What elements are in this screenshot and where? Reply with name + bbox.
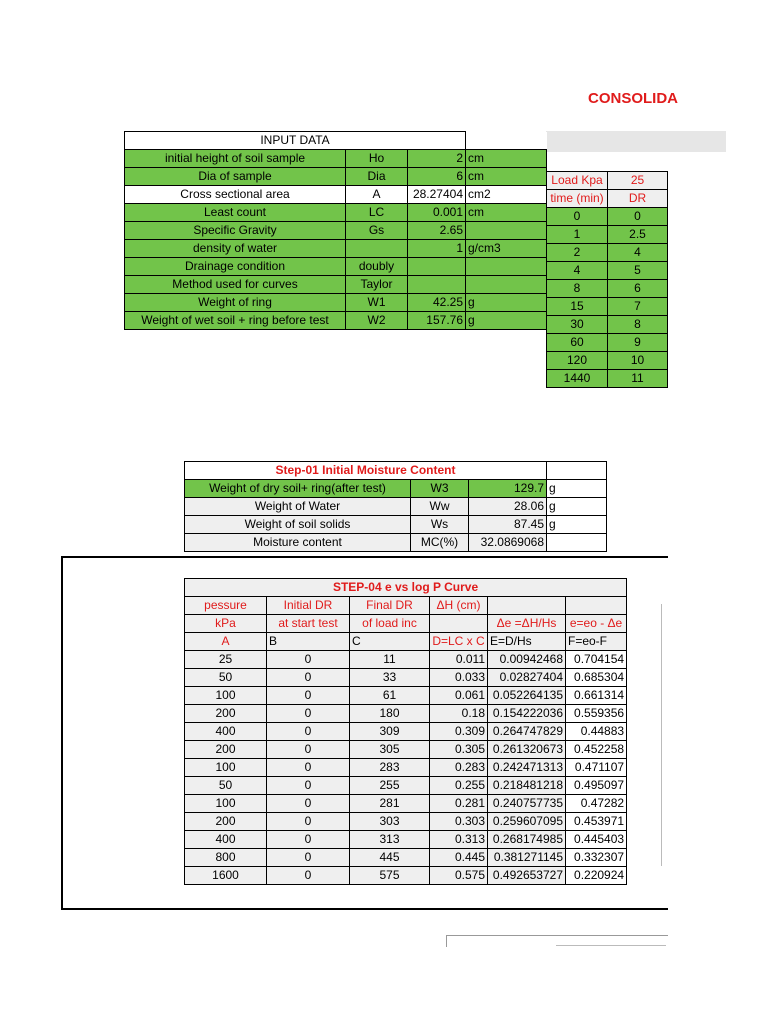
table-row — [185, 723, 627, 741]
dr-cell[interactable]: 11 — [608, 370, 668, 388]
step1-symbol[interactable]: MC(%) — [411, 534, 469, 552]
step4-formula-cell: F=eo-F — [566, 633, 627, 651]
step1-moisture-table — [184, 461, 607, 552]
input-label: Method used for curves — [125, 276, 346, 294]
delta-h-cell[interactable]: 0.575 — [430, 867, 488, 885]
pressure-cell[interactable]: 400 — [185, 723, 267, 741]
e-cell[interactable]: 0.47282 — [566, 795, 627, 813]
time-min-label[interactable]: time (min) — [547, 190, 608, 208]
frame-border-bottom — [62, 908, 668, 910]
input-label: Least count — [125, 204, 346, 222]
step1-symbol[interactable]: Ww — [411, 498, 469, 516]
pressure-cell[interactable]: 25 — [185, 651, 267, 669]
pressure-cell[interactable]: 100 — [185, 759, 267, 777]
step4-header-cell — [430, 615, 488, 633]
table-row — [185, 795, 627, 813]
input-unit[interactable] — [466, 276, 547, 294]
final-dr-cell[interactable]: 11 — [350, 651, 430, 669]
initial-dr-cell[interactable]: 0 — [267, 741, 350, 759]
pressure-cell[interactable]: 800 — [185, 849, 267, 867]
delta-e-cell[interactable]: 0.259607095 — [488, 813, 566, 831]
frame-border-left — [61, 556, 63, 910]
load-row — [547, 280, 668, 298]
divider-line — [556, 945, 666, 946]
input-label: Weight of wet soil + ring before test — [125, 312, 346, 330]
time-cell[interactable]: 30 — [547, 316, 608, 334]
e-cell[interactable]: 0.495097 — [566, 777, 627, 795]
delta-h-cell[interactable]: 0.255 — [430, 777, 488, 795]
step4-header-row — [185, 615, 627, 633]
input-row — [125, 312, 547, 330]
step1-row — [185, 516, 607, 534]
input-unit[interactable]: g/cm3 — [466, 240, 547, 258]
initial-dr-cell[interactable]: 0 — [267, 687, 350, 705]
input-value[interactable]: 0.001 — [408, 204, 466, 222]
load-row — [547, 208, 668, 226]
input-label: Cross sectional area — [125, 186, 346, 204]
step4-formula-cell: B — [267, 633, 350, 651]
step4-header-cell: kPa — [185, 615, 267, 633]
dr-cell[interactable]: 6 — [608, 280, 668, 298]
initial-dr-cell[interactable]: 0 — [267, 777, 350, 795]
step1-unit[interactable]: g — [547, 480, 607, 498]
table-row — [185, 687, 627, 705]
input-row — [125, 240, 547, 258]
step4-formula-row — [185, 633, 627, 651]
table-row — [185, 867, 627, 885]
load-row — [547, 262, 668, 280]
final-dr-cell[interactable]: 33 — [350, 669, 430, 687]
final-dr-cell[interactable]: 575 — [350, 867, 430, 885]
step1-title: Step-01 Initial Moisture Content — [185, 462, 547, 480]
delta-h-cell[interactable]: 0.283 — [430, 759, 488, 777]
header-band — [546, 131, 726, 152]
delta-h-cell[interactable]: 0.011 — [430, 651, 488, 669]
delta-e-cell[interactable]: 0.154222036 — [488, 705, 566, 723]
input-row — [125, 258, 547, 276]
table-row — [185, 759, 627, 777]
time-cell[interactable]: 0 — [547, 208, 608, 226]
table-row — [185, 741, 627, 759]
initial-dr-cell[interactable]: 0 — [267, 651, 350, 669]
pressure-cell[interactable]: 400 — [185, 831, 267, 849]
input-row — [125, 204, 547, 222]
input-row — [125, 276, 547, 294]
e-cell[interactable]: 0.445403 — [566, 831, 627, 849]
input-value[interactable]: 2.65 — [408, 222, 466, 240]
input-label: Drainage condition — [125, 258, 346, 276]
final-dr-cell[interactable]: 309 — [350, 723, 430, 741]
step1-value[interactable]: 129.7 — [469, 480, 547, 498]
input-row — [125, 222, 547, 240]
delta-e-cell[interactable]: 0.240757735 — [488, 795, 566, 813]
dr-label[interactable]: DR — [608, 190, 668, 208]
input-value[interactable]: 1 — [408, 240, 466, 258]
input-symbol[interactable]: Dia — [346, 168, 408, 186]
time-cell[interactable]: 120 — [547, 352, 608, 370]
table-row — [185, 849, 627, 867]
step1-row — [185, 534, 607, 552]
table-row — [185, 669, 627, 687]
input-unit[interactable] — [466, 222, 547, 240]
pressure-cell[interactable]: 50 — [185, 777, 267, 795]
input-unit[interactable]: cm — [466, 204, 547, 222]
time-cell[interactable]: 1440 — [547, 370, 608, 388]
pressure-cell[interactable]: 200 — [185, 813, 267, 831]
input-symbol[interactable]: Gs — [346, 222, 408, 240]
initial-dr-cell[interactable]: 0 — [267, 849, 350, 867]
load-time-table — [546, 171, 668, 388]
final-dr-cell[interactable]: 283 — [350, 759, 430, 777]
delta-e-cell[interactable]: 0.02827404 — [488, 669, 566, 687]
input-data-header: INPUT DATA — [125, 132, 466, 150]
final-dr-cell[interactable]: 305 — [350, 741, 430, 759]
pressure-cell[interactable]: 100 — [185, 795, 267, 813]
delta-e-cell[interactable]: 0.261320673 — [488, 741, 566, 759]
final-dr-cell[interactable]: 445 — [350, 849, 430, 867]
step1-symbol[interactable]: Ws — [411, 516, 469, 534]
e-cell[interactable]: 0.332307 — [566, 849, 627, 867]
divider-line — [661, 604, 662, 866]
initial-dr-cell[interactable]: 0 — [267, 669, 350, 687]
step4-header-cell: pessure — [185, 597, 267, 615]
dr-cell[interactable]: 9 — [608, 334, 668, 352]
load-row — [547, 316, 668, 334]
delta-h-cell[interactable]: 0.303 — [430, 813, 488, 831]
final-dr-cell[interactable]: 281 — [350, 795, 430, 813]
input-symbol[interactable]: A — [346, 186, 408, 204]
input-unit[interactable] — [466, 258, 547, 276]
dr-cell[interactable]: 7 — [608, 298, 668, 316]
input-row — [125, 168, 547, 186]
e-cell[interactable]: 0.661314 — [566, 687, 627, 705]
sheet-title: CONSOLIDA — [588, 90, 678, 107]
final-dr-cell[interactable]: 180 — [350, 705, 430, 723]
pressure-cell[interactable]: 50 — [185, 669, 267, 687]
input-value[interactable] — [408, 258, 466, 276]
step4-formula-cell: E=D/Hs — [488, 633, 566, 651]
initial-dr-cell[interactable]: 0 — [267, 759, 350, 777]
input-symbol[interactable]: doubly — [346, 258, 408, 276]
step1-value[interactable]: 87.45 — [469, 516, 547, 534]
dr-cell[interactable]: 8 — [608, 316, 668, 334]
time-cell[interactable]: 15 — [547, 298, 608, 316]
time-cell[interactable]: 8 — [547, 280, 608, 298]
load-kpa-label[interactable]: Load Kpa — [547, 172, 608, 190]
input-label: density of water — [125, 240, 346, 258]
delta-h-cell[interactable]: 0.061 — [430, 687, 488, 705]
e-cell[interactable]: 0.220924 — [566, 867, 627, 885]
input-symbol[interactable]: Taylor — [346, 276, 408, 294]
input-value[interactable]: 6 — [408, 168, 466, 186]
delta-e-cell[interactable]: 0.00942468 — [488, 651, 566, 669]
input-unit[interactable]: g — [466, 312, 547, 330]
step4-e-logp-table — [184, 578, 627, 885]
table-row — [185, 705, 627, 723]
frame-border-top — [62, 556, 668, 558]
table-row — [185, 813, 627, 831]
input-label: Specific Gravity — [125, 222, 346, 240]
input-symbol[interactable]: W2 — [346, 312, 408, 330]
step1-unit[interactable] — [547, 534, 607, 552]
step1-label: Weight of Water — [185, 498, 411, 516]
final-dr-cell[interactable]: 255 — [350, 777, 430, 795]
input-label: Dia of sample — [125, 168, 346, 186]
step1-label: Moisture content — [185, 534, 411, 552]
input-symbol[interactable] — [346, 240, 408, 258]
input-unit[interactable]: cm — [466, 168, 547, 186]
input-symbol[interactable]: W1 — [346, 294, 408, 312]
final-dr-cell[interactable]: 313 — [350, 831, 430, 849]
divider-line — [446, 935, 668, 936]
input-value[interactable] — [408, 276, 466, 294]
input-symbol[interactable]: Ho — [346, 150, 408, 168]
step1-symbol[interactable]: W3 — [411, 480, 469, 498]
initial-dr-cell[interactable]: 0 — [267, 813, 350, 831]
table-row — [185, 831, 627, 849]
delta-e-cell[interactable]: 0.218481218 — [488, 777, 566, 795]
initial-dr-cell[interactable]: 0 — [267, 867, 350, 885]
load-row — [547, 352, 668, 370]
e-cell[interactable]: 0.471107 — [566, 759, 627, 777]
delta-e-cell[interactable]: 0.242471313 — [488, 759, 566, 777]
time-cell[interactable]: 1 — [547, 226, 608, 244]
load-row — [547, 244, 668, 262]
step1-unit[interactable]: g — [547, 516, 607, 534]
initial-dr-cell[interactable]: 0 — [267, 831, 350, 849]
step4-header-cell: Final DR — [350, 597, 430, 615]
dr-cell[interactable]: 4 — [608, 244, 668, 262]
step1-unit[interactable]: g — [547, 498, 607, 516]
input-label: Weight of ring — [125, 294, 346, 312]
dr-cell[interactable]: 5 — [608, 262, 668, 280]
delta-h-cell[interactable]: 0.033 — [430, 669, 488, 687]
step4-formula-cell: A — [185, 633, 267, 651]
input-row — [125, 186, 547, 204]
delta-h-cell[interactable]: 0.18 — [430, 705, 488, 723]
step1-value[interactable]: 32.0869068 — [469, 534, 547, 552]
step4-formula-cell: D=LC x C — [430, 633, 488, 651]
delta-h-cell[interactable]: 0.305 — [430, 741, 488, 759]
e-cell[interactable]: 0.559356 — [566, 705, 627, 723]
input-value[interactable]: 28.27404 — [408, 186, 466, 204]
delta-e-cell[interactable]: 0.264747829 — [488, 723, 566, 741]
dr-cell[interactable]: 2.5 — [608, 226, 668, 244]
delta-h-cell[interactable]: 0.309 — [430, 723, 488, 741]
input-label: initial height of soil sample — [125, 150, 346, 168]
step4-header-cell: ΔH (cm) — [430, 597, 488, 615]
input-value[interactable]: 2 — [408, 150, 466, 168]
delta-e-cell[interactable]: 0.052264135 — [488, 687, 566, 705]
load-row — [547, 370, 668, 388]
input-value[interactable]: 157.76 — [408, 312, 466, 330]
load-row — [547, 226, 668, 244]
delta-e-cell[interactable]: 0.268174985 — [488, 831, 566, 849]
time-cell[interactable]: 2 — [547, 244, 608, 262]
step4-formula-cell: C — [350, 633, 430, 651]
e-cell[interactable]: 0.685304 — [566, 669, 627, 687]
delta-e-cell[interactable]: 0.492653727 — [488, 867, 566, 885]
final-dr-cell[interactable]: 303 — [350, 813, 430, 831]
input-symbol[interactable]: LC — [346, 204, 408, 222]
input-row — [125, 150, 547, 168]
delta-e-cell[interactable]: 0.381271145 — [488, 849, 566, 867]
e-cell[interactable]: 0.453971 — [566, 813, 627, 831]
step1-row — [185, 480, 607, 498]
e-cell[interactable]: 0.44883 — [566, 723, 627, 741]
delta-h-cell[interactable]: 0.281 — [430, 795, 488, 813]
pressure-cell[interactable]: 1600 — [185, 867, 267, 885]
pressure-cell[interactable]: 200 — [185, 705, 267, 723]
load-row — [547, 334, 668, 352]
input-value[interactable]: 42.25 — [408, 294, 466, 312]
initial-dr-cell[interactable]: 0 — [267, 705, 350, 723]
step4-title: STEP-04 e vs log P Curve — [185, 579, 627, 597]
table-row — [185, 651, 627, 669]
input-unit[interactable]: cm2 — [466, 186, 547, 204]
time-cell[interactable]: 60 — [547, 334, 608, 352]
load-row — [547, 298, 668, 316]
input-unit[interactable]: cm — [466, 150, 547, 168]
step1-label: Weight of soil solids — [185, 516, 411, 534]
step4-header-cell: of load inc — [350, 615, 430, 633]
delta-h-cell[interactable]: 0.445 — [430, 849, 488, 867]
delta-h-cell[interactable]: 0.313 — [430, 831, 488, 849]
dr-cell[interactable]: 0 — [608, 208, 668, 226]
step4-header-cell: Δe =ΔH/Hs — [488, 615, 566, 633]
input-row — [125, 294, 547, 312]
divider-line — [446, 935, 447, 947]
dr-cell[interactable]: 10 — [608, 352, 668, 370]
step4-header-cell — [566, 597, 627, 615]
step1-value[interactable]: 28.06 — [469, 498, 547, 516]
pressure-cell[interactable]: 200 — [185, 741, 267, 759]
e-cell[interactable]: 0.704154 — [566, 651, 627, 669]
step1-row — [185, 498, 607, 516]
table-row — [185, 777, 627, 795]
input-unit[interactable]: g — [466, 294, 547, 312]
final-dr-cell[interactable]: 61 — [350, 687, 430, 705]
step4-header-cell: e=eo - Δe — [566, 615, 627, 633]
initial-dr-cell[interactable]: 0 — [267, 723, 350, 741]
time-cell[interactable]: 4 — [547, 262, 608, 280]
e-cell[interactable]: 0.452258 — [566, 741, 627, 759]
step4-header-cell: at start test — [267, 615, 350, 633]
step4-header-cell — [488, 597, 566, 615]
pressure-cell[interactable]: 100 — [185, 687, 267, 705]
step1-label: Weight of dry soil+ ring(after test) — [185, 480, 411, 498]
initial-dr-cell[interactable]: 0 — [267, 795, 350, 813]
load-kpa-value[interactable]: 25 — [608, 172, 668, 190]
step4-header-row — [185, 597, 627, 615]
input-data-table — [124, 131, 547, 330]
step4-header-cell: Initial DR — [267, 597, 350, 615]
